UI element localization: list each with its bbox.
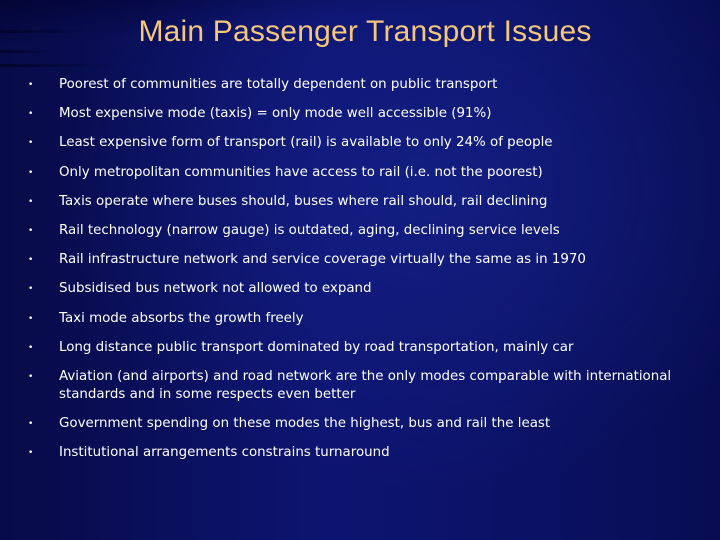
bullet-text: Rail infrastructure network and service coverage virtually the same as in 1970 <box>59 252 586 268</box>
bullet-text: Government spending on these modes the highest, bus and rail the least <box>59 416 551 432</box>
bullet-item <box>25 444 695 462</box>
bullet-text: Taxis operate where buses should, buses where rail should, rail declining <box>59 193 548 209</box>
bullet-item <box>25 105 695 123</box>
bullet-item <box>25 339 695 357</box>
bullet-item <box>25 251 695 269</box>
bullet-text: Most expensive mode (taxis) = only mode well accessible (91%) <box>59 106 492 122</box>
bullet-marker: • <box>28 371 34 382</box>
bullet-marker: • <box>28 419 34 430</box>
bullet-marker: • <box>28 448 34 459</box>
bullet-text: Subsidised bus network not allowed to expand <box>59 281 372 297</box>
bullet-text: Poorest of communities are totally dependent on public transport <box>59 77 498 92</box>
bullet-item <box>25 368 695 404</box>
bullet-marker: • <box>28 138 34 149</box>
bullet-text: Aviation (and airports) and road network are the only modes comparable with international standards and in some respects even better <box>59 368 672 402</box>
bullet-item <box>25 280 695 298</box>
bullet-marker: • <box>28 284 34 295</box>
background-streak <box>0 64 120 67</box>
background-streak <box>0 50 60 53</box>
bullet-item <box>25 415 695 433</box>
bullet-marker: • <box>28 255 34 266</box>
bullet-item <box>25 222 695 240</box>
bullet-item <box>25 164 695 182</box>
bullet-marker: • <box>28 313 34 324</box>
bullet-marker: • <box>28 196 34 207</box>
bullet-text: Taxi mode absorbs the growth freely <box>59 310 304 326</box>
bullet-item <box>25 310 695 328</box>
slide-title: Main Passenger Transport Issues <box>138 15 592 48</box>
bullet-item <box>25 76 695 94</box>
bullet-text: Institutional arrangements constrains turnaround <box>59 445 390 461</box>
bullet-item <box>25 193 695 211</box>
bullet-list <box>25 76 695 473</box>
bullet-marker: • <box>28 80 34 90</box>
bullet-item <box>25 134 695 152</box>
bullet-text: Long distance public transport dominated by road transportation, mainly car <box>59 339 574 355</box>
bullet-text: Only metropolitan communities have access to rail (i.e. not the poorest) <box>59 164 543 180</box>
bullet-marker: • <box>28 109 34 120</box>
bullet-marker: • <box>28 342 34 353</box>
bullet-marker: • <box>28 225 34 236</box>
bullet-text: Least expensive form of transport (rail) is available to only 24% of people <box>59 135 553 151</box>
bullet-text: Rail technology (narrow gauge) is outdated, aging, declining service levels <box>59 222 560 238</box>
bullet-marker: • <box>28 167 34 178</box>
